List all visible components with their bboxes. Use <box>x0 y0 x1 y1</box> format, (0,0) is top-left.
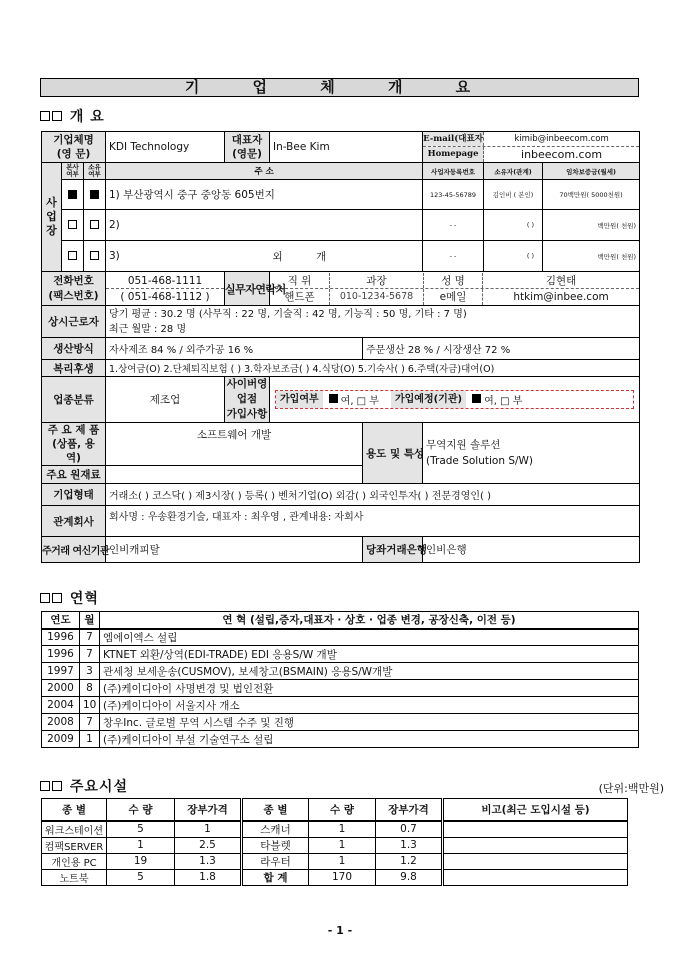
workers-line1: 당기 평균 : 30.2 명 (사무직 : 22 명, 기술직 : 42 명, 기능직 : 50 명, 기타 : 7 명) <box>109 308 467 320</box>
workers-label: 상시근로자 <box>42 306 106 338</box>
contact-label: 실무자연락처 <box>225 272 270 306</box>
site-owner: ( ) <box>484 210 543 241</box>
col-main-office: 본사 여부 <box>62 163 84 180</box>
email-label: E-mail(대표자 <box>423 134 483 144</box>
related-label: 관계회사 <box>42 506 106 537</box>
unit-label: (단위:백만원) <box>598 782 664 795</box>
cyber-join-value: 여, □ 부 <box>340 396 379 407</box>
history-month: 7 <box>80 646 100 663</box>
history-month: 10 <box>80 697 100 714</box>
facilities-table <box>41 798 628 886</box>
facility-type: 타블렛 <box>242 837 309 853</box>
contact-rank-label: 직 위 <box>270 273 330 288</box>
history-heading <box>40 588 99 608</box>
history-year: 1997 <box>42 663 80 680</box>
site-label: 사 업 장 <box>42 163 62 272</box>
cyber-label: 사이버영업점 가입사항 <box>225 377 270 423</box>
vc-value: 인비캐피탈 <box>106 537 363 563</box>
vc-label: 주거래 여신기관 <box>42 537 106 563</box>
col-qty: 수 량 <box>107 799 175 821</box>
cyber-period-value: 여, □ 부 <box>484 396 523 407</box>
facility-qty: 1 <box>309 837 376 853</box>
facility-type: 워크스테이션 <box>42 821 107 838</box>
form-label: 기업형태 <box>42 484 106 506</box>
production-label: 생산방식 <box>42 338 106 360</box>
facilities-heading <box>40 776 128 796</box>
site-address: 2) <box>106 210 423 241</box>
col-bizno: 사업자등록번호 <box>423 163 484 180</box>
ceo-name: In-Bee Kim <box>270 132 423 163</box>
facility-qty: 1 <box>107 837 175 853</box>
facilities-heading-text: 주요시설 <box>69 779 128 795</box>
history-year: 1996 <box>42 629 80 646</box>
mobile-value: 010-1234-5678 <box>330 289 424 305</box>
facility-total-label: 합 계 <box>242 869 309 885</box>
related-value: 회사명 : 우송환경기술, 대표자 : 최우영 , 관계내용: 자회사 <box>106 506 640 537</box>
bank-value: 인비은행 <box>423 537 640 563</box>
col-note: 비고(최근 도입시설 등) <box>443 799 628 821</box>
facility-value: 1 <box>175 821 242 838</box>
history-row <box>42 714 639 731</box>
use-value: 무역지원 솔루션 (Trade Solution S/W) <box>423 423 640 484</box>
history-month: 8 <box>80 680 100 697</box>
production-order: 주문생산 28 % / 시장생산 72 % <box>363 338 640 360</box>
production-own: 자사제조 84 % / 외주가공 16 % <box>106 338 363 360</box>
facility-type: 컴팩SERVER <box>42 837 107 853</box>
welfare-label: 복리후생 <box>42 360 106 377</box>
overview-heading <box>40 106 105 126</box>
col-value: 장부가격 <box>175 799 242 821</box>
site-bizno: - - <box>423 241 484 272</box>
history-text: (주)케이디아이 서울지사 개소 <box>100 697 639 714</box>
site-extra-unit: 개 <box>316 250 327 263</box>
facility-row <box>42 821 628 838</box>
history-month: 3 <box>80 663 100 680</box>
history-month: 7 <box>80 714 100 731</box>
history-row <box>42 646 639 663</box>
col-type: 종 별 <box>242 799 309 821</box>
facility-qty: 5 <box>107 869 175 885</box>
company-name: KDI Technology <box>106 132 225 163</box>
phone-value: 051-468-1111 <box>106 273 224 289</box>
history-text: (주)케이디아이 사명변경 및 법인전환 <box>100 680 639 697</box>
col-qty: 수 량 <box>309 799 376 821</box>
site-extra-label: 외 <box>272 250 283 263</box>
welfare-value: 1.상여금(O) 2.단체퇴직보험 ( ) 3.학자보조금( ) 4.식당(O) 5.기숙사( ) 6.주택(자금)대여(O) <box>106 360 640 377</box>
history-month: 1 <box>80 731 100 748</box>
history-year: 2004 <box>42 697 80 714</box>
form-value: 거래소( ) 코스닥( ) 제3시장( ) 등록( ) 벤처기업(O) 외감( ) 외국인투자( ) 전문경영인( ) <box>106 484 640 506</box>
main-checkbox[interactable] <box>62 180 84 210</box>
site-rent: 백만원( 천원) <box>543 241 640 272</box>
history-month: 7 <box>80 629 100 646</box>
facility-row <box>42 869 628 885</box>
col-value: 장부가격 <box>376 799 443 821</box>
phone-label: 전화번호 (팩스번호) <box>42 272 106 306</box>
site-address: 1) 부산광역시 중구 중앙동 605번지 <box>106 180 423 210</box>
facility-qty: 1 <box>309 853 376 869</box>
cyber-period-checkbox[interactable] <box>472 394 481 405</box>
site-owner: 김인비 ( 본인) <box>484 180 543 210</box>
industry-label: 업종분류 <box>42 377 106 423</box>
document-title: 기 업 체 개 요 <box>40 78 639 97</box>
history-year: 2009 <box>42 731 80 748</box>
own-checkbox[interactable] <box>84 180 106 210</box>
contact-rank: 과장 <box>330 273 424 288</box>
site-bizno: 123-45-56789 <box>423 180 484 210</box>
square-icon <box>52 111 62 121</box>
facility-total-qty: 170 <box>309 869 376 885</box>
main-checkbox[interactable] <box>62 241 84 272</box>
history-row <box>42 731 639 748</box>
cyber-period-label: 가입예정(기관) <box>391 391 466 408</box>
facility-total-value: 9.8 <box>376 869 443 885</box>
site-extra <box>270 241 423 272</box>
facility-type: 개인용 PC <box>42 853 107 869</box>
facility-qty: 19 <box>107 853 175 869</box>
history-heading-text: 연혁 <box>69 591 99 607</box>
history-row <box>42 680 639 697</box>
facility-note <box>443 837 628 853</box>
main-checkbox[interactable] <box>62 210 84 241</box>
company-name-label: 기업체명 (영 문) <box>42 132 106 163</box>
contact-email-label: e메일 <box>424 289 483 305</box>
facility-type: 스캐너 <box>242 821 309 838</box>
site-bizno: - - <box>423 210 484 241</box>
cyber-join-label: 가입여부 <box>276 391 323 408</box>
material-value <box>106 466 363 484</box>
facility-note <box>443 869 628 885</box>
facility-row <box>42 837 628 853</box>
homepage-label: Homepage <box>423 147 484 162</box>
facility-value: 1.8 <box>175 869 242 885</box>
page-number: - 1 - <box>327 924 353 937</box>
site-row <box>42 210 640 241</box>
col-address: 주 소 <box>106 163 423 180</box>
col-owner: 소유자(관계) <box>484 163 543 180</box>
use-label: 용도 및 특성 <box>363 423 423 484</box>
history-text: 창우Inc. 글로벌 무역 시스템 수주 및 진행 <box>100 714 639 731</box>
contact-email: htkim@inbee.com <box>513 290 609 303</box>
homepage-value: inbeecom.com <box>521 148 603 161</box>
facility-qty: 5 <box>107 821 175 838</box>
ceo-label: 대표자 (영문) <box>225 132 270 163</box>
material-label: 주요 원재료 <box>42 466 106 484</box>
history-year: 2000 <box>42 680 80 697</box>
facility-value: 2.5 <box>175 837 242 853</box>
col-year: 연도 <box>42 612 80 629</box>
history-text: (주)케이디아이 부설 기술연구소 설립 <box>100 731 639 748</box>
facility-value: 0.7 <box>376 821 443 838</box>
fax-value: ( 051-468-1112 ) <box>120 290 210 303</box>
contact-name: 김현태 <box>545 274 577 287</box>
history-row <box>42 697 639 714</box>
bank-label: 당좌거래은행 <box>363 537 423 563</box>
history-row <box>42 629 639 646</box>
square-icon <box>52 593 62 603</box>
col-rent: 임차보증금(월세) <box>543 163 640 180</box>
facility-value: 1.2 <box>376 853 443 869</box>
facility-value: 1.3 <box>376 837 443 853</box>
facility-note <box>443 853 628 869</box>
square-icon <box>40 593 50 603</box>
site-owner: ( ) <box>484 241 543 272</box>
overview-table <box>41 131 640 563</box>
history-text: 엠에이엑스 설립 <box>100 629 639 646</box>
site-rent: 백만원( 천원) <box>543 210 640 241</box>
col-content: 연 혁 (설립,증자,대표자 · 상호 · 업종 변경, 공장신축, 이전 등) <box>100 612 639 629</box>
square-icon <box>40 781 50 791</box>
facility-type: 노트북 <box>42 869 107 885</box>
contact-name-label: 성 명 <box>424 273 483 288</box>
site-row <box>42 180 640 210</box>
history-table <box>41 611 639 748</box>
facility-qty: 1 <box>309 821 376 838</box>
history-text: KTNET 외환/상역(EDI-TRADE) EDI 응용S/W 개발 <box>100 646 639 663</box>
own-checkbox[interactable] <box>84 241 106 272</box>
facility-value: 1.3 <box>175 853 242 869</box>
site-row <box>42 241 640 272</box>
square-icon <box>52 781 62 791</box>
square-icon <box>40 111 50 121</box>
industry-value: 제조업 <box>106 377 225 423</box>
facility-note <box>443 821 628 838</box>
cyber-join-checkbox[interactable] <box>329 394 338 405</box>
history-row <box>42 663 639 680</box>
product-value: 소프트웨어 개발 <box>106 423 363 466</box>
col-month: 월 <box>80 612 100 629</box>
history-text: 관세청 보세운송(CUSMOV), 보세창고(BSMAIN) 응용S/W개발 <box>100 663 639 680</box>
product-label: 주 요 제 품 (상품, 용역) <box>42 423 106 466</box>
facility-row <box>42 853 628 869</box>
site-address: 3) <box>106 241 270 272</box>
workers-line2: 최근 월말 : 28 명 <box>109 323 187 335</box>
mobile-label: 핸드폰 <box>270 289 330 305</box>
col-owned: 소유 여부 <box>84 163 106 180</box>
col-type: 종 별 <box>42 799 107 821</box>
facility-type: 라우터 <box>242 853 309 869</box>
own-checkbox[interactable] <box>84 210 106 241</box>
overview-heading-text: 개 요 <box>69 109 105 125</box>
history-year: 2008 <box>42 714 80 731</box>
email-value: kimib@inbeecom.com <box>514 134 609 144</box>
site-rent: 70백만원( 5000천원) <box>543 180 640 210</box>
history-year: 1996 <box>42 646 80 663</box>
